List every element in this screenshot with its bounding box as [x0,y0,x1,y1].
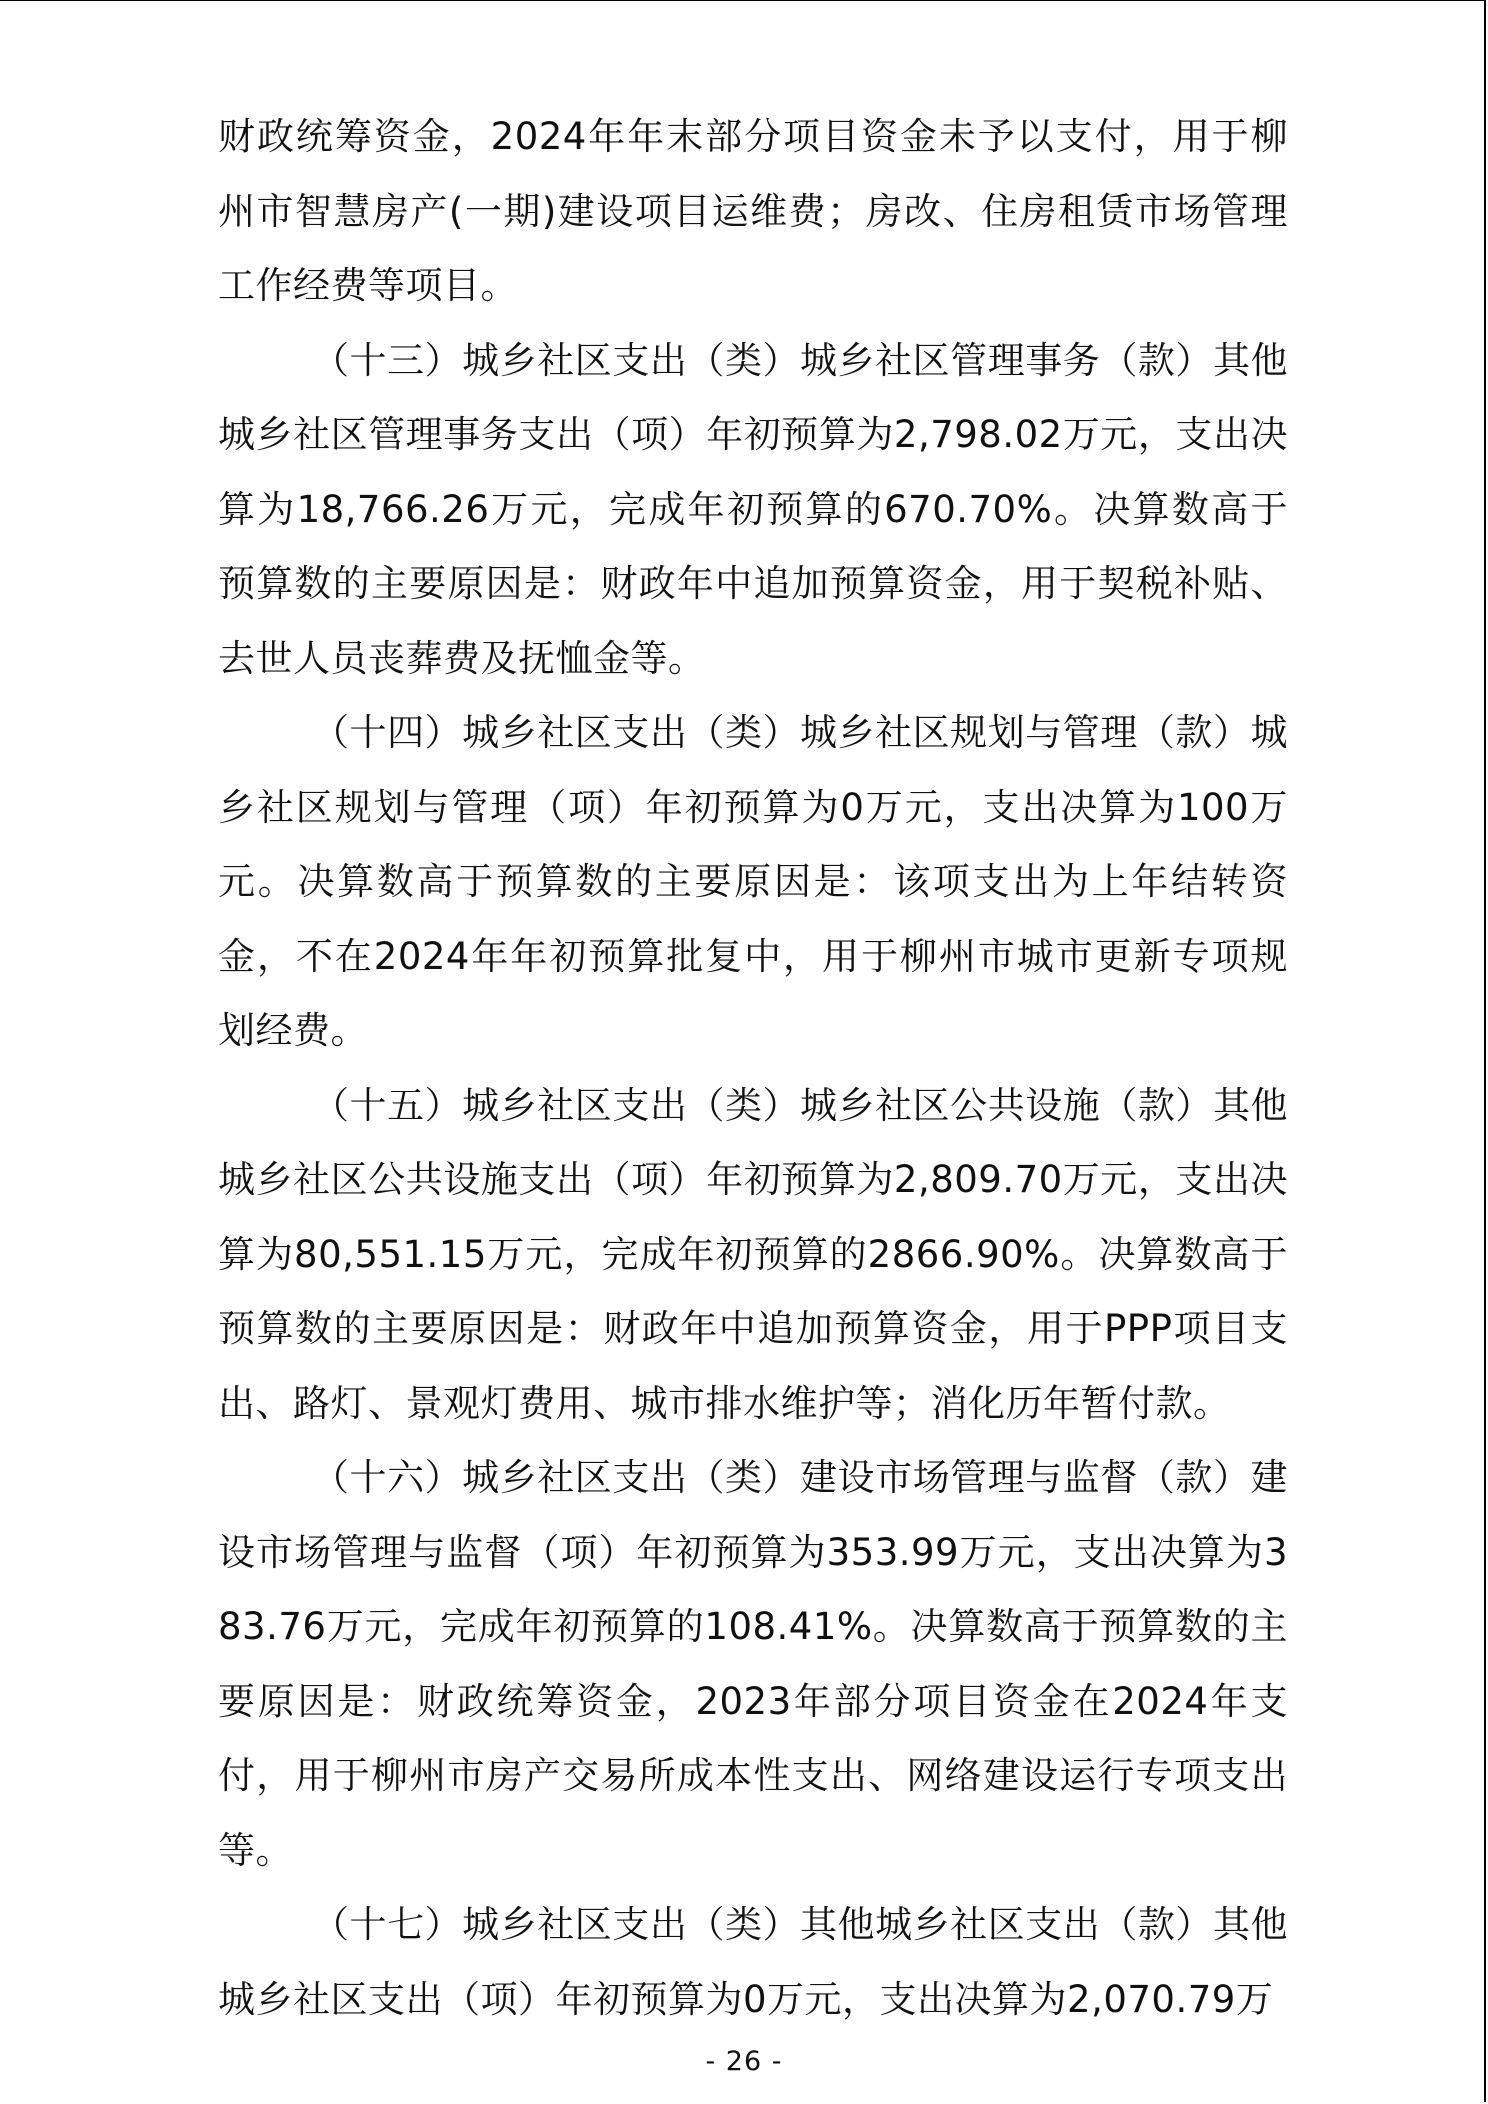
paragraph-item-16: （十六）城乡社区支出（类）建设市场管理与监督（款）建设市场管理与监督（项）年初预算为353.99万元，支出决算为383.76万元，完成年初预算的108.41%。决算数高于预算数的主要原因是：财政统筹资金，2023年部分项目资金在2024年支付，用于柳州市房产交易所成本性支出、网络建设运行专项支出等。 [218,1456,1288,1872]
paragraph-continuation: 财政统筹资金，2024年年末部分项目资金未予以支付，用于柳州市智慧房产(一期)建设项目运维费；房改、住房租赁市场管理工作经费等项目。 [218,115,1288,307]
page-number: - 26 - [705,2046,783,2077]
paragraph-item-13: （十三）城乡社区支出（类）城乡社区管理事务（款）其他城乡社区管理事务支出（项）年初预算为2,798.02万元，支出决算为18,766.26万元，完成年初预算的670.70%。决算数高于预算数的主要原因是：财政年中追加预算资金，用于契税补贴、去世人员丧葬费及抚恤金等。 [218,338,1288,680]
document-body [218,100,1288,2037]
paragraph-item-17: （十七）城乡社区支出（类）其他城乡社区支出（款）其他城乡社区支出（项）年初预算为0万元，支出决算为2,070.79万 [218,1903,1288,2021]
paragraph-item-15: （十五）城乡社区支出（类）城乡社区公共设施（款）其他城乡社区公共设施支出（项）年初预算为2,809.70万元，支出决算为80,551.15万元，完成年初预算的2866.90%。决算数高于预算数的主要原因是：财政年中追加预算资金，用于PPP项目支出、路灯、景观灯费用、城市排水维护等；消化历年暂付款。 [218,1083,1288,1425]
paragraph-item-14: （十四）城乡社区支出（类）城乡社区规划与管理（款）城乡社区规划与管理（项）年初预算为0万元，支出决算为100万元。决算数高于预算数的主要原因是：该项支出为上年结转资金，不在2024年年初预算批复中，用于柳州市城市更新专项规划经费。 [218,711,1288,1052]
